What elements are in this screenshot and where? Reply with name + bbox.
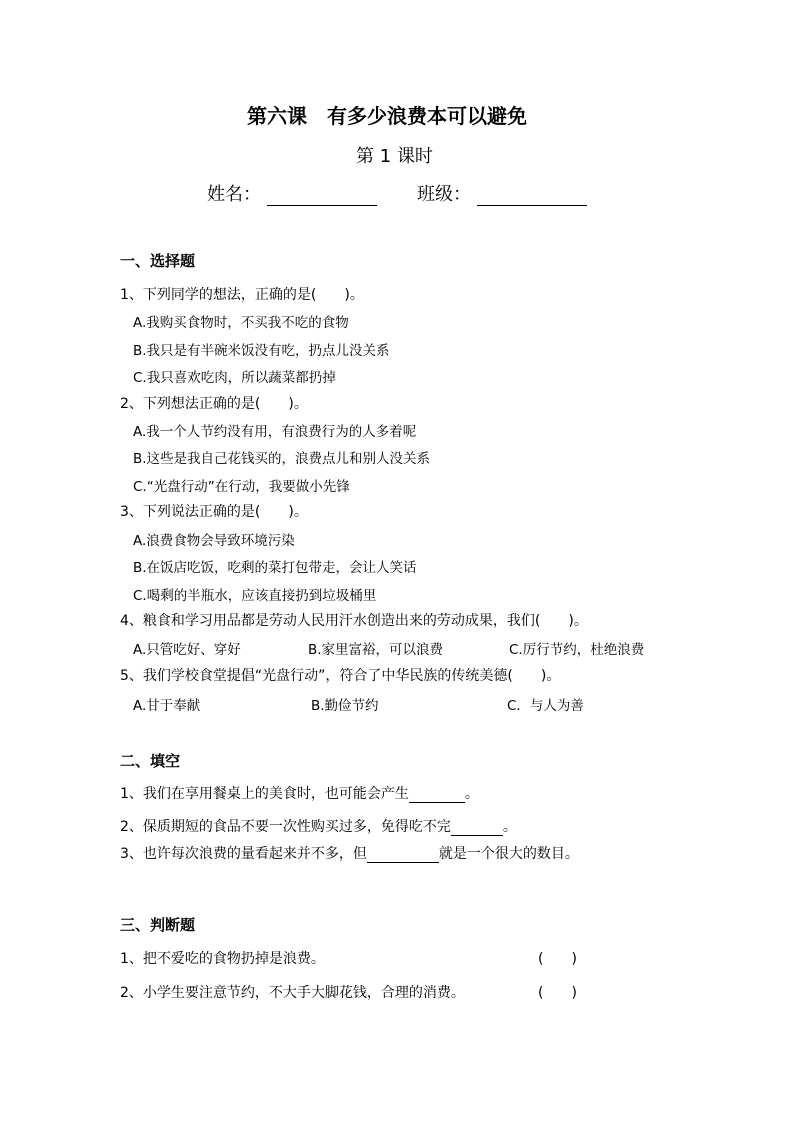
question-2-option-c[interactable]: C.“光盘行动”在行动，我要做小先锋 (133, 479, 350, 495)
question-5-option-b[interactable]: B.勤俭节约 (311, 698, 379, 714)
question-2-option-b[interactable]: B.这些是我自己花钱买的，浪费点儿和别人没关系 (133, 451, 431, 467)
question-5-option-c[interactable]: C．与人为善 (507, 698, 584, 714)
fill-question-1 (120, 783, 479, 803)
question-2: 2、下列想法正确的是( )。 (120, 396, 308, 412)
fill-question-3-text: 3、也许每次浪费的量看起来并不多，但 (120, 846, 367, 862)
question-3-option-a[interactable]: A.浪费食物会导致环境污染 (133, 533, 295, 549)
fill-question-1-text: 1、我们在享用餐桌上的美食时，也可能会产生 (120, 786, 409, 802)
fill-question-2 (120, 816, 517, 836)
fill-question-3 (120, 843, 579, 863)
question-3-option-c[interactable]: C.喝剩的半瓶水，应该直接扔到垃圾桶里 (133, 588, 377, 604)
fill-question-1-end: 。 (464, 786, 479, 802)
question-1-option-b[interactable]: B.我只是有半碗米饭没有吃，扔点儿没关系 (133, 343, 390, 359)
page-title: 第六课 有多少浪费本可以避免 (247, 104, 527, 128)
question-5-option-a[interactable]: A.甘于奉献 (133, 698, 201, 714)
question-4-option-b[interactable]: B.家里富裕，可以浪费 (308, 642, 444, 658)
name-field[interactable] (207, 180, 377, 206)
section-heading-judge: 三、判断题 (120, 916, 196, 934)
fill-question-2-blank[interactable] (451, 820, 503, 836)
judge-question-1: 1、把不爱吃的食物扔掉是浪费。 (120, 951, 325, 967)
fill-question-1-blank[interactable] (409, 787, 465, 803)
judge-question-2: 2、小学生要注意节约，不大手大脚花钱，合理的消费。 (120, 985, 465, 1001)
lesson-subtitle: 第 1 课时 (356, 146, 433, 167)
class-blank[interactable] (477, 187, 587, 206)
fill-question-3-end: 就是一个很大的数目。 (438, 846, 579, 862)
name-label: 姓名： (207, 184, 261, 205)
name-blank[interactable] (267, 187, 377, 206)
question-1-option-c[interactable]: C.我只喜欢吃肉，所以蔬菜都扔掉 (133, 370, 336, 386)
fill-question-2-end: 。 (502, 819, 517, 835)
question-1-option-a[interactable]: A.我购买食物时，不买我不吃的食物 (133, 315, 349, 331)
fill-question-3-blank[interactable] (367, 847, 439, 863)
question-1: 1、下列同学的想法，正确的是( )。 (120, 287, 364, 303)
question-3-option-b[interactable]: B.在饭店吃饭，吃剩的菜打包带走，会让人笑话 (133, 560, 417, 576)
section-heading-choice: 一、选择题 (120, 252, 196, 270)
section-heading-fill: 二、填空 (120, 752, 181, 770)
class-field[interactable] (417, 180, 587, 206)
question-5: 5、我们学校食堂提倡“光盘行动”，符合了中华民族的传统美德( )。 (120, 668, 561, 684)
question-4-option-a[interactable]: A.只管吃好、穿好 (133, 642, 241, 658)
fill-question-2-text: 2、保质期短的食品不要一次性购买过多，免得吃不完 (120, 819, 451, 835)
question-2-option-a[interactable]: A.我一个人节约没有用，有浪费行为的人多着呢 (133, 424, 417, 440)
judge-question-2-answer[interactable]: ( ) (538, 985, 577, 1001)
question-4-option-c[interactable]: C.厉行节约，杜绝浪费 (509, 642, 645, 658)
question-4: 4、粮食和学习用品都是劳动人民用汗水创造出来的劳动成果，我们( )。 (120, 613, 588, 629)
judge-question-1-answer[interactable]: ( ) (538, 951, 577, 967)
question-3: 3、下列说法正确的是( )。 (120, 504, 308, 520)
class-label: 班级： (417, 184, 471, 205)
